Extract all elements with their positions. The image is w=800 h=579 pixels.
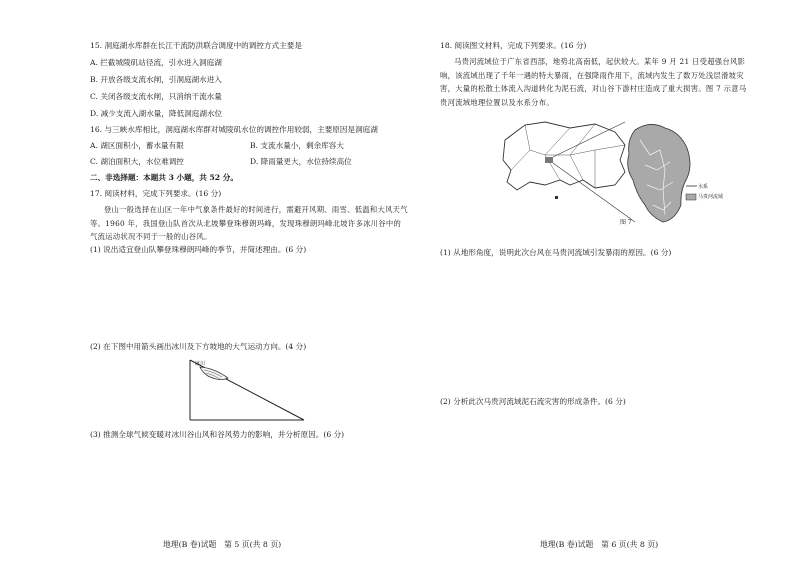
q16-option-d: D. 降雨量更大，水位持续高位	[250, 157, 352, 166]
figure-7-map	[475, 110, 735, 230]
q17-sub1: (1) 说出适宜登山队攀登珠穆朗玛峰的季节，并简述理由。(6 分)	[90, 245, 307, 254]
q16-stem: 16. 与三峡水库相比，洞庭湖水库群对城陵矶水位的调控作用较弱，主要原因是洞庭湖	[90, 125, 378, 134]
q15-stem: 15. 洞庭湖水库群在长江干流防洪联合调度中的调控方式主要是	[90, 41, 302, 50]
figure-7-caption: 图 7	[620, 219, 632, 226]
q18-stem: 18. 阅读图文材料，完成下列要求。(16 分)	[440, 41, 587, 50]
q17-material: 登山一般选择在山区一年中气象条件最好的时间进行，需避开风期、雨雪、低温和大风天气等。1960 年，我国登山队首次从北坡攀登珠穆朗玛峰，发现珠穆朗玛峰北坡许多冰川谷中的气流运动状况不同于一般的山谷风。	[90, 205, 408, 241]
q17-sub2: (2) 在下图中用箭头画出冰川及下方坡地的大气运动方向。(4 分)	[90, 342, 307, 351]
legend-basin: 马贵河流域	[698, 194, 724, 200]
glacier-label: 冰川	[195, 361, 206, 367]
q18-sub2: (2) 分析此次马贵河流域泥石流灾害的形成条件。(6 分)	[440, 397, 626, 406]
q16-option-b: B. 支流水量小，剩余库容大	[250, 141, 344, 150]
q18-material: 马贵河流域位于广东省西部，地势北高南低，起伏较大。某年 9 月 21 日受超强台风影响，该流域出现了千年一遇的特大暴雨，在强降雨作用下，流域内发生了数万处浅层滑坡灾害，大量的松散土体流入沟道转化为泥石流，对山谷下游村庄造成了重大损害。图 7 示意马贵河流域地理位置以及水系分布。	[440, 57, 747, 107]
q15-option-c: C. 关闭各级支流水闸，只消纳干流水量	[90, 92, 222, 101]
right-footer: 地理(B 卷)试题 第 6 页(共 8 页)	[540, 540, 659, 549]
q17-stem: 17. 阅读材料，完成下列要求。(16 分)	[90, 189, 222, 198]
basin-location-marker	[545, 157, 553, 163]
q15-option-a: A. 拦截城陵矶站径流，引水进入洞庭湖	[90, 58, 222, 67]
legend-river: 水系	[698, 184, 709, 190]
q16-option-a: A. 湖区面积小，蓄水量有限	[90, 141, 184, 150]
q18-sub1: (1) 从地形角度，说明此次台风在马贵河流域引发暴雨的原因。(6 分)	[440, 248, 672, 257]
q17-sub3: (3) 推测全球气候变暖对冰川谷山风和谷风势力的影响，并分析原因。(6 分)	[90, 430, 345, 439]
right-page	[400, 0, 800, 579]
section-2-heading: 二、非选择题：本题共 3 小题，共 52 分。	[90, 173, 238, 182]
moon-icon	[255, 360, 262, 374]
q15-option-b: B. 开放各级支流水闸，引洞庭湖水进入	[90, 75, 222, 84]
q16-option-c: C. 湖泊面积大，水位难调控	[90, 157, 184, 166]
left-footer: 地理(B 卷)试题 第 5 页(共 8 页)	[163, 540, 282, 549]
q15-option-d: D. 减少支流入湖水量，降低洞庭湖水位	[90, 109, 223, 118]
